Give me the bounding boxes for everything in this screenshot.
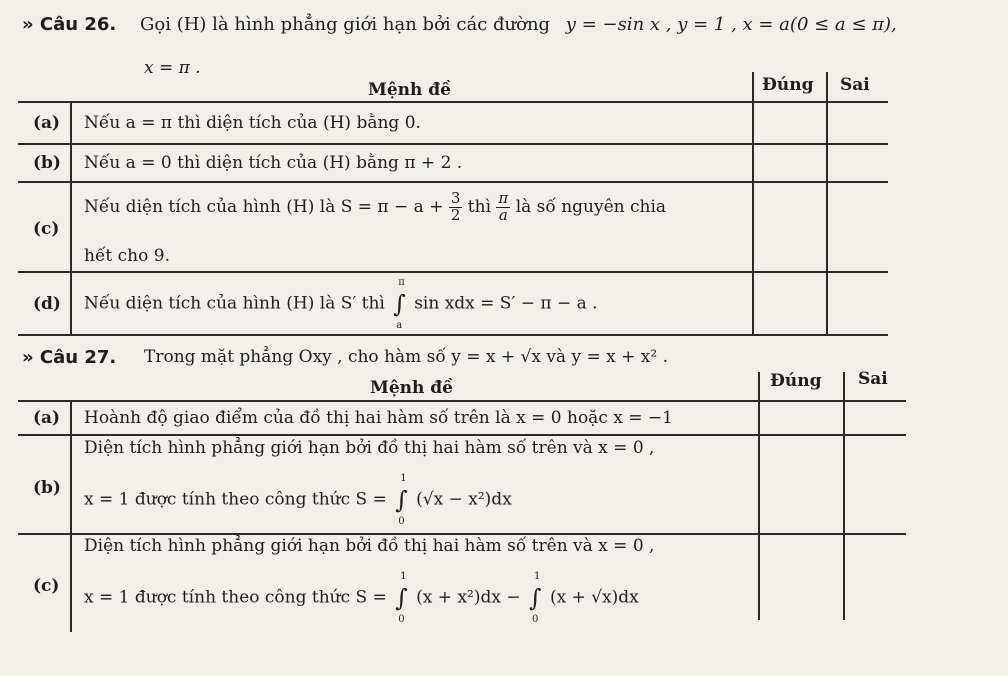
integrand: (x + √x)dx <box>549 587 639 608</box>
integral-sign: ∫ 1 0 <box>395 571 408 625</box>
row-27b-statement-line2 <box>84 473 512 527</box>
text: sin xdx = S′ − π − a . <box>414 293 598 314</box>
row-26b-statement: Nếu a = 0 thì diện tích của (H) bằng π + 2 . <box>84 153 463 173</box>
integrand: (√x − x²)dx <box>416 489 512 510</box>
row-27c-statement-line1: Diện tích hình phẳng giới hạn bởi đồ thị hai hàm số trên và x = 0 , <box>84 536 655 556</box>
integral-sign: ∫ π a <box>393 277 406 331</box>
upper-limit: 1 <box>400 571 407 582</box>
question-number: Câu 27. <box>39 347 117 368</box>
row-label-a: (a) <box>33 408 61 428</box>
row-label-b: (b) <box>33 153 61 173</box>
question-27-label <box>22 347 116 368</box>
upper-limit: π <box>398 277 405 288</box>
question-26-intro <box>140 14 897 35</box>
lower-limit: 0 <box>398 614 405 625</box>
text: Nếu diện tích của hình (H) là S = π − a + <box>84 196 444 217</box>
table-27-header-true: Đúng <box>770 371 822 391</box>
row-label-c: (c) <box>33 219 60 239</box>
fraction-three-halves <box>449 191 463 224</box>
integral-sign: ∫ 1 0 <box>529 571 542 625</box>
lower-limit: 0 <box>398 516 405 527</box>
upper-limit: 1 <box>534 571 541 582</box>
curve-equations: y = −sin x , y = 1 , x = a(0 ≤ a ≤ π), <box>565 14 897 35</box>
row-26d-statement <box>84 277 598 331</box>
lower-limit: 0 <box>532 614 539 625</box>
bullet-marker: » <box>22 347 34 368</box>
text: là số nguyên chia <box>515 196 667 217</box>
row-label-b: (b) <box>33 478 61 498</box>
table-26-header-false: Sai <box>840 75 870 95</box>
table-27-header-statement: Mệnh đề <box>370 378 453 398</box>
row-label-d: (d) <box>33 294 61 314</box>
question-27-intro: Trong mặt phẳng Oxy , cho hàm số y = x + √x và y = x + x² . <box>144 347 668 367</box>
row-27a-statement: Hoành độ giao điểm của đồ thị hai hàm số trên là x = 0 hoặc x = −1 <box>84 408 673 428</box>
table-27-header-false: Sai <box>858 369 888 389</box>
lower-limit: a <box>396 320 403 331</box>
row-26c-statement-line2: hết cho 9. <box>84 246 170 266</box>
text: Nếu diện tích của hình (H) là S′ thì <box>84 293 385 314</box>
text: x = 1 được tính theo công thức S = <box>84 489 387 510</box>
row-label-c: (c) <box>33 576 60 596</box>
question-26-intro-cont: x = π . <box>144 58 201 78</box>
denominator: 2 <box>450 205 461 224</box>
row-27b-statement-line1: Diện tích hình phẳng giới hạn bởi đồ thị hai hàm số trên và x = 0 , <box>84 438 655 458</box>
row-27c-statement-line2 <box>84 571 639 625</box>
text: x = 1 được tính theo công thức S = <box>84 587 387 608</box>
text: thì <box>467 196 492 217</box>
denominator: a <box>498 205 508 224</box>
numerator: 3 <box>450 189 461 207</box>
question-number: Câu 26. <box>39 14 117 35</box>
row-26c-statement-line1 <box>84 191 666 224</box>
table-26-header-true: Đúng <box>762 75 814 95</box>
integral-sign: ∫ 1 0 <box>395 473 408 527</box>
row-label-a: (a) <box>33 113 61 133</box>
table-26-header-statement: Mệnh đề <box>368 80 451 100</box>
bullet-marker: » <box>22 14 34 35</box>
integrand: (x + x²)dx − <box>416 587 521 608</box>
row-26a-statement: Nếu a = π thì diện tích của (H) bằng 0. <box>84 113 421 133</box>
fraction-pi-over-a <box>496 191 510 224</box>
question-26-label <box>22 14 116 35</box>
intro-text: Gọi (H) là hình phẳng giới hạn bởi các đường <box>140 14 551 35</box>
upper-limit: 1 <box>400 473 407 484</box>
numerator: π <box>498 189 509 207</box>
